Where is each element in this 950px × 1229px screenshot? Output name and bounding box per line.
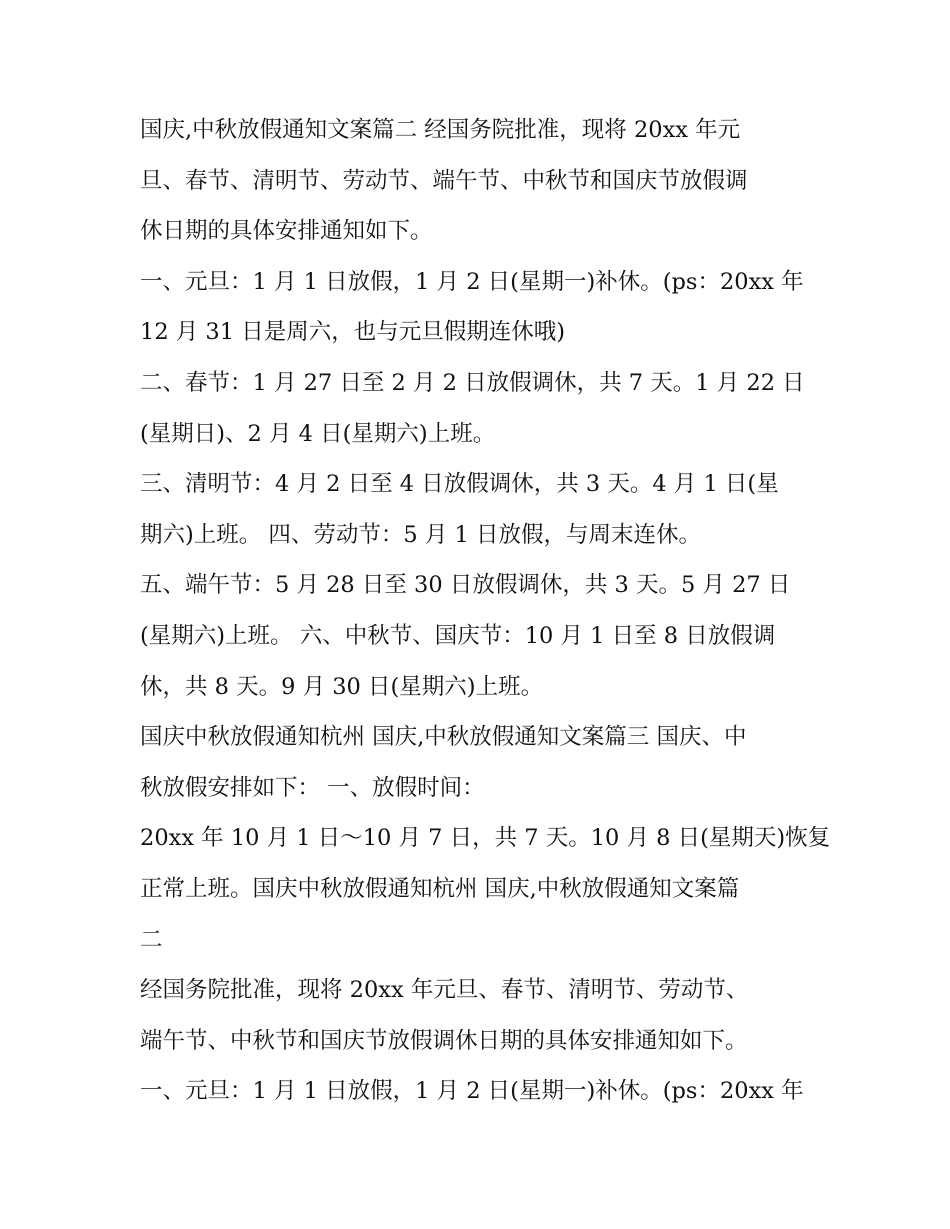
text-line: 期六)上班。 四、劳动节：5 月 1 日放假，与周末连休。 <box>140 521 702 548</box>
text-line: 二 <box>140 926 163 953</box>
text-line: 20xx 年 10 月 1 日～10 月 7 日，共 7 天。10 月 8 日(星期天)恢复 <box>140 825 831 852</box>
text-line: 二、春节：1 月 27 日至 2 月 2 日放假调休，共 7 天。1 月 22 日 <box>140 369 805 396</box>
text-line: (星期六)上班。 六、中秋节、国庆节：10 月 1 日至 8 日放假调 <box>140 622 776 649</box>
text-line: 国庆,中秋放假通知文案篇二 经国务院批准，现将 20xx 年元 <box>140 117 741 143</box>
document-body <box>140 105 831 1117</box>
text-line: 休，共 8 天。9 月 30 日(星期六)上班。 <box>140 673 544 700</box>
text-line: 经国务院批准，现将 20xx 年元旦、春节、清明节、劳动节、 <box>140 977 749 1004</box>
text-line: 一、元旦：1 月 1 日放假，1 月 2 日(星期一)补休。(ps：20xx 年 <box>140 268 804 295</box>
text-line: 旦、春节、清明节、劳动节、端午节、中秋节和国庆节放假调 <box>140 167 748 194</box>
text-line: (星期日)、2 月 4 日(星期六)上班。 <box>140 420 496 447</box>
text-line: 三、清明节：4 月 2 日至 4 日放假调休，共 3 天。4 月 1 日(星 <box>140 471 779 498</box>
text-line: 一、元旦：1 月 1 日放假，1 月 2 日(星期一)补休。(ps：20xx 年 <box>140 1078 804 1105</box>
text-line: 端午节、中秋节和国庆节放假调休日期的具体安排通知如下。 <box>140 1027 748 1054</box>
text-line: 12 月 31 日是周六，也与元旦假期连休哦) <box>140 319 565 346</box>
text-line: 休日期的具体安排通知如下。 <box>140 218 433 245</box>
text-line: 正常上班。国庆中秋放假通知杭州 国庆,中秋放假通知文案篇 <box>140 875 740 902</box>
text-line: 国庆中秋放假通知杭州 国庆,中秋放假通知文案篇三 国庆、中 <box>140 724 747 751</box>
text-line: 秋放假安排如下： 一、放假时间： <box>140 774 485 801</box>
text-line: 五、端午节：5 月 28 日至 30 日放假调休，共 3 天。5 月 27 日 <box>140 572 791 599</box>
